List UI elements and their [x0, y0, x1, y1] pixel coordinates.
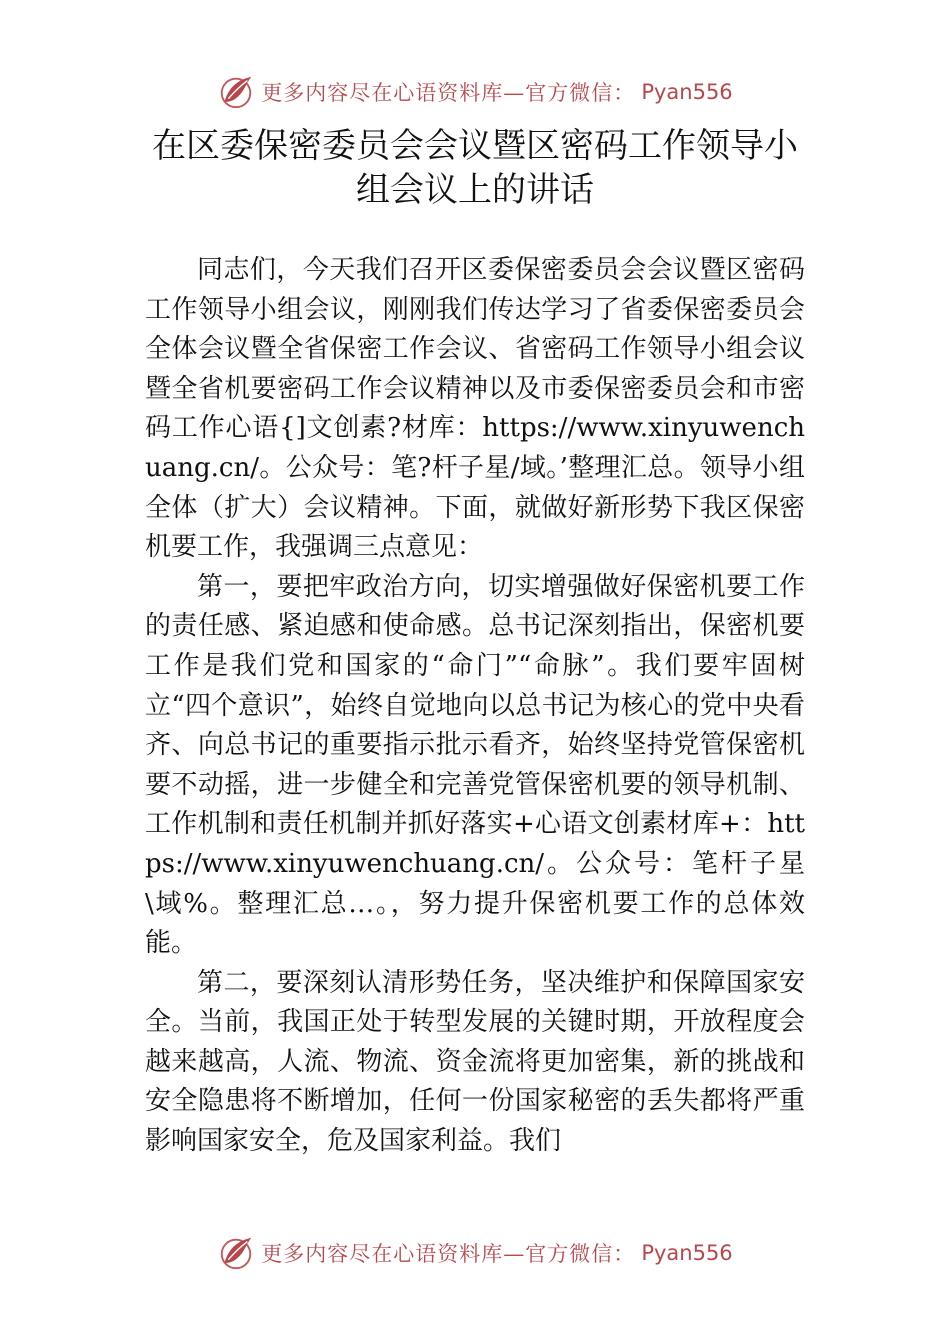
paragraph-second-point: 第二，要深刻认清形势任务，坚决维护和保障国家安全。当前，我国正处于转型发展的关键时期，开放程度会越来越高，人流、物流、资金流将更加密集，新的挑战和安全隐患将不断增加，任何一份国家秘密的丢失都将严重影响国家安全，危及国家利益。我们	[145, 967, 805, 1157]
document-title: 在区委保密委员会会议暨区密码工作领导小组会议上的讲话	[152, 126, 798, 210]
banner-text: 更多内容尽在心语资料库—官方微信：	[261, 1242, 636, 1266]
flame-leaf-logo-icon	[217, 73, 255, 111]
paragraph-intro: 同志们，今天我们召开区委保密委员会会议暨区密码工作领导小组会议，刚刚我们传达学习了省委保密委员会全体会议暨全省保密工作会议、省密码工作领导小组会议暨全省机要密码工作会议精神以及市委保密委员会和市密码工作心语{]文创素?材库：https://www.xinyuwenchuang.cn/。公众号：笔?杆子星/域。’整理汇总。领导小组全体（扩大）会议精神。下面，就做好新形势下我区保密机要工作，我强调三点意见：	[145, 255, 805, 563]
flame-leaf-logo-icon	[217, 1234, 255, 1272]
banner-wechat-id: Pyan556	[641, 80, 733, 104]
paragraph-first-point: 第一，要把牢政治方向，切实增强做好保密机要工作的责任感、紧迫感和使命感。总书记深刻指出，保密机要工作是我们党和国家的“命门”“命脉”。我们要牢固树立“四个意识”，始终自觉地向以总书记为核心的党中央看齐、向总书记的重要指示批示看齐，始终坚持党管保密机要不动摇，进一步健全和完善党管保密机要的领导机制、工作机制和责任机制并抓好落实+心语文创素材库+：https://www.xinyuwenchuang.cn/。公众号：笔杆子星\域%。整理汇总…。，努力提升保密机要工作的总体效能。	[145, 571, 805, 959]
header-banner	[0, 72, 950, 112]
footer-banner	[0, 1233, 950, 1273]
banner-text: 更多内容尽在心语资料库—官方微信：	[261, 81, 636, 105]
document-body	[145, 251, 805, 1162]
banner-wechat-id: Pyan556	[641, 1241, 733, 1265]
